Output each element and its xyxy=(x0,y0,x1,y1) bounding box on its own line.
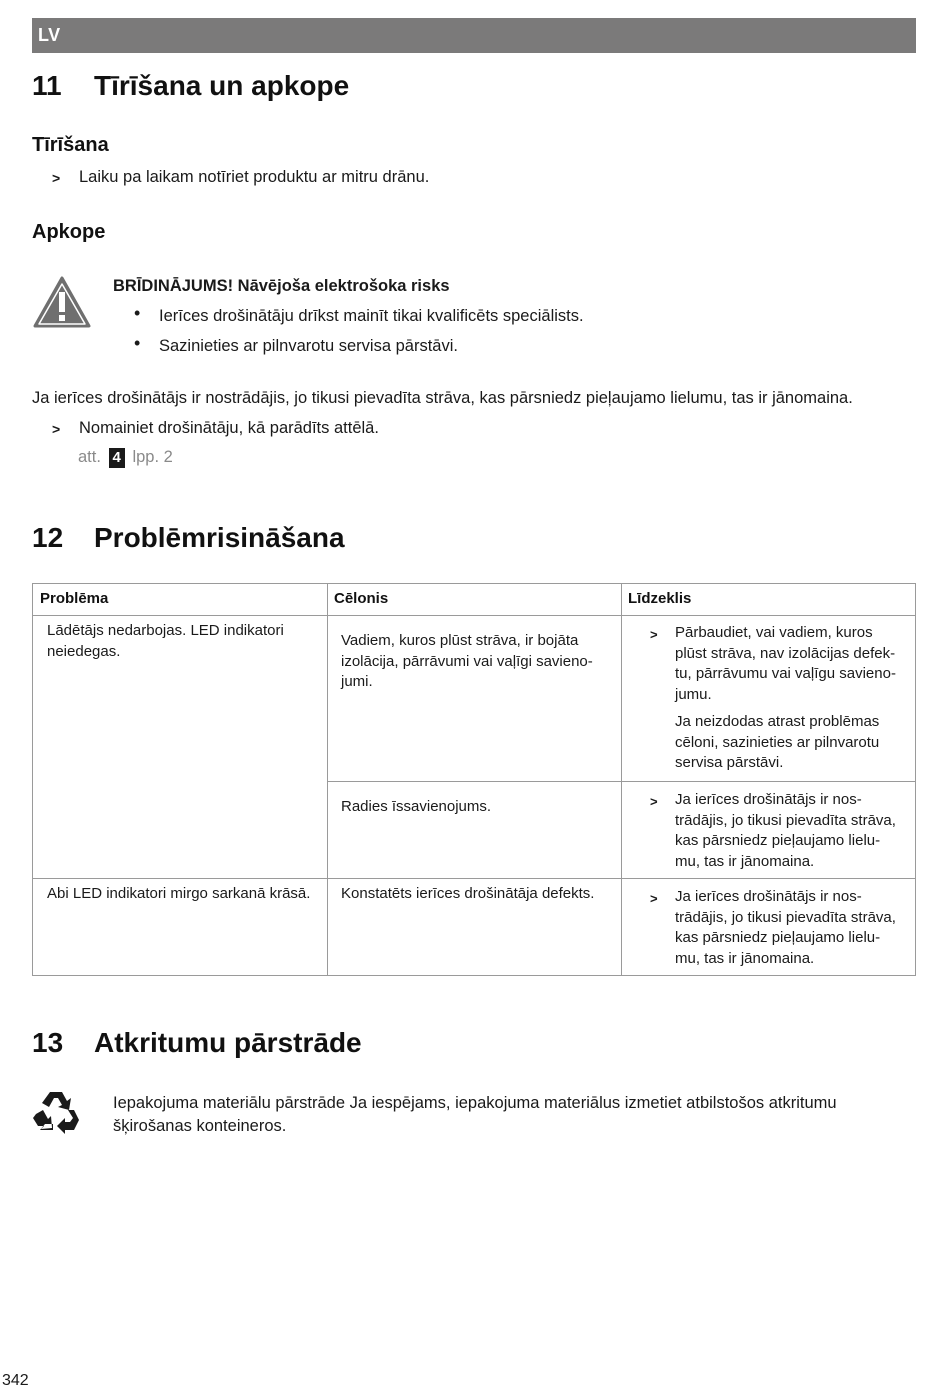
language-code: LV xyxy=(38,25,61,45)
figure-reference xyxy=(78,448,173,468)
section-number: 13 xyxy=(32,1027,64,1058)
cell-line: jumu. xyxy=(675,685,712,703)
cell-line: Ja ierīces drošinātājs ir nos- xyxy=(675,888,862,905)
ref-suffix: lpp. 2 xyxy=(132,448,173,466)
column-header-problem: Problēma xyxy=(40,590,109,607)
cell-line: kas pārsniedz pieļaujamo lielu- xyxy=(675,929,881,946)
step-arrow-icon: > xyxy=(650,794,658,809)
cell-line: plūst strāva, nav izolācijas defek- xyxy=(675,644,896,662)
cell-line: trādājis, jo tikusi pievadīta strāva, xyxy=(675,811,896,829)
section-title: Atkritumu pārstrāde xyxy=(94,1027,362,1058)
cell-line: Ja ierīces drošinātājs ir nos- xyxy=(675,791,862,808)
table-cell-problem-1 xyxy=(47,621,284,662)
table-cell-problem-3: Abi LED indikatori mirgo sarkanā krāsā. xyxy=(47,885,311,902)
page-number: 342 xyxy=(2,1372,29,1389)
cell-line: mu, tas ir jānomaina. xyxy=(675,949,815,967)
step-arrow-icon: > xyxy=(52,170,61,186)
cell-line: izolācija, pārrāvumi vai vaļīgi savieno- xyxy=(341,652,593,670)
cell-line: kas pārsniedz pieļaujamo lielu- xyxy=(675,832,881,849)
cleaning-step: Laiku pa laikam notīriet produktu ar mitru drānu. xyxy=(79,168,430,186)
warning-title: BRĪDINĀJUMS! Nāvējoša elektrošoka risks xyxy=(113,277,450,295)
section-number: 11 xyxy=(32,70,62,101)
section-12-heading xyxy=(32,522,345,554)
recycling-text-line-2: šķirošanas konteineros. xyxy=(113,1117,287,1135)
cell-line: jumi. xyxy=(341,673,373,690)
cell-line: Lādētājs nedarbojas. LED indikatori xyxy=(47,622,284,639)
table-cell-cause-2: Radies īssavienojums. xyxy=(341,798,492,815)
ref-prefix: att. xyxy=(78,448,101,466)
section-title: Problēmrisināšana xyxy=(94,522,345,553)
column-header-remedy: Līdzeklis xyxy=(628,590,692,607)
step-arrow-icon: > xyxy=(52,421,61,437)
table-cell-cause-3: Konstatēts ierīces drošinātāja defekts. xyxy=(341,885,595,902)
section-title: Tīrīšana un apkope xyxy=(94,70,350,101)
language-bar xyxy=(32,18,916,53)
cell-line: Vadiem, kuros plūst strāva, ir bojāta xyxy=(341,632,579,649)
figure-badge: 4 xyxy=(109,448,125,468)
bullet-icon: • xyxy=(134,333,141,353)
troubleshooting-table xyxy=(32,583,916,976)
maintenance-paragraph: Ja ierīces drošinātājs ir nostrādājis, jo tikusi pievadīta strāva, kas pārsniedz pieļaujamo lielumu, tas ir jānomaina. xyxy=(32,389,853,407)
maintenance-heading: Apkope xyxy=(32,221,106,243)
recycling-text-line-1: Iepakojuma materiālu pārstrāde Ja iespējams, iepakojuma materiālus izmetiet atbilstošos atkritumu xyxy=(113,1094,837,1112)
cell-line: trādājis, jo tikusi pievadīta strāva, xyxy=(675,908,896,926)
warning-bullet-1: Ierīces drošinātāju drīkst mainīt tikai kvalificēts speciālists. xyxy=(159,307,584,325)
column-header-cause: Cēlonis xyxy=(334,590,389,607)
section-number: 12 xyxy=(32,522,64,553)
step-arrow-icon: > xyxy=(650,891,658,906)
table-cell-remedy-1 xyxy=(675,623,896,705)
cell-line: cēloni, sazinieties ar pilnvarotu xyxy=(675,733,880,751)
table-cell-cause-1 xyxy=(341,631,593,693)
cell-line: Ja neizdodas atrast problēmas xyxy=(675,713,880,730)
section-11-heading xyxy=(32,70,349,102)
maintenance-step: Nomainiet drošinātāju, kā parādīts attēlā. xyxy=(79,419,379,437)
bullet-icon: • xyxy=(134,303,141,323)
warning-triangle-icon xyxy=(32,275,92,329)
section-13-heading xyxy=(32,1027,362,1059)
recycle-icon xyxy=(32,1088,80,1136)
cell-line: tu, pārrāvumu vai vaļīgu savieno- xyxy=(675,665,896,682)
warning-bullet-2: Sazinieties ar pilnvarotu servisa pārstāvi. xyxy=(159,337,458,355)
cell-line: neiedegas. xyxy=(47,642,121,660)
cell-line: mu, tas ir jānomaina. xyxy=(675,852,815,870)
cell-line: Pārbaudiet, vai vadiem, kuros xyxy=(675,624,873,641)
cell-line: servisa pārstāvi. xyxy=(675,754,784,771)
cleaning-heading: Tīrīšana xyxy=(32,134,109,156)
table-cell-remedy-1-note xyxy=(675,712,879,774)
table-cell-remedy-2 xyxy=(675,790,896,872)
step-arrow-icon: > xyxy=(650,627,658,642)
table-cell-remedy-3 xyxy=(675,887,896,969)
